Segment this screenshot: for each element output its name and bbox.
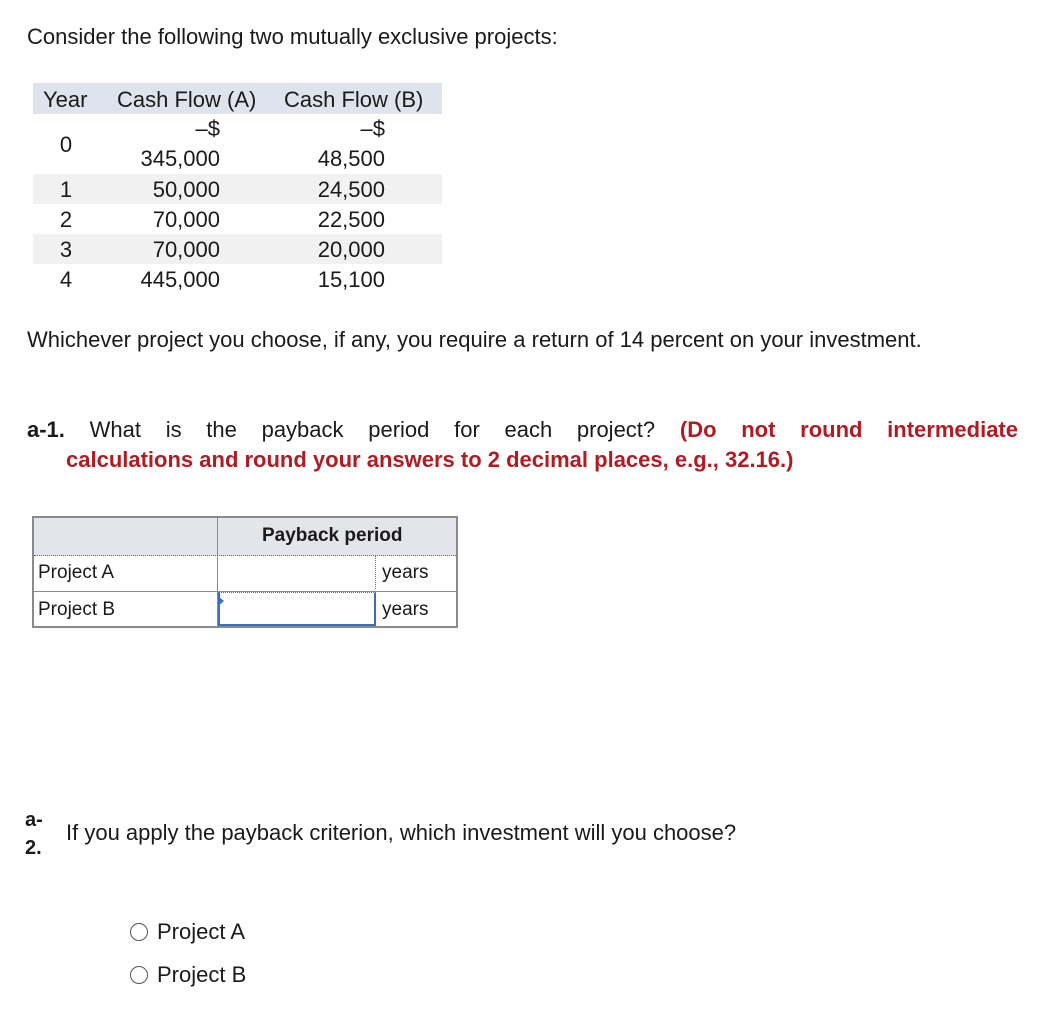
- year-cell: 1: [59, 177, 73, 202]
- question-a1-instruction-cont: calculations and round your answers to 2 decimal places, e.g., 32.16.): [66, 447, 794, 472]
- cash-a-cell: 70,000: [152, 207, 220, 232]
- cash-b-cell: 24,500: [317, 177, 385, 202]
- cash-a-cell: 445,000: [140, 267, 220, 292]
- option-project-a-label: Project A: [157, 919, 246, 944]
- payback-table: [32, 516, 458, 628]
- table-row: [33, 174, 442, 204]
- year-cell: 0: [59, 132, 73, 157]
- cash-b-cell: 15,100: [317, 267, 385, 292]
- payback-a-input[interactable]: [218, 556, 376, 589]
- header-year: Year: [43, 87, 88, 112]
- header-cash-flow-b: Cash Flow (B): [284, 87, 424, 112]
- radio-project-a[interactable]: [130, 923, 148, 941]
- question-a1-instruction: (Do not round intermediate: [679, 417, 1018, 442]
- cash-flow-table: [33, 83, 442, 294]
- intro-text: Consider the following two mutually exclusive projects:: [27, 24, 558, 49]
- year-cell: 3: [59, 237, 73, 262]
- payback-header: [34, 518, 456, 556]
- option-project-a[interactable]: [130, 919, 245, 945]
- cash-b-cell: 22,500: [317, 207, 385, 232]
- years-unit-a: years: [382, 562, 429, 583]
- question-a1-number: a-1.: [27, 417, 65, 442]
- project-a-label: Project A: [38, 562, 115, 583]
- project-b-label: Project B: [38, 599, 116, 620]
- years-unit-b: years: [382, 599, 429, 620]
- question-a2-text: If you apply the payback criterion, which investment will you choose?: [66, 820, 737, 845]
- active-field-marker-icon: [218, 596, 224, 606]
- cash-a-cell: 70,000: [152, 237, 220, 262]
- header-cash-flow-a: Cash Flow (A): [117, 87, 257, 112]
- year-cell: 2: [59, 207, 73, 232]
- table-row: [33, 114, 442, 174]
- table-row: [33, 264, 442, 294]
- question-a1: [27, 415, 1018, 445]
- required-return-text: Whichever project you choose, if any, you require a return of 14 percent on your investment.: [27, 327, 922, 352]
- radio-project-b[interactable]: [130, 966, 148, 984]
- question-a2-number: a- 2.: [25, 809, 43, 859]
- payback-row-project-b: [34, 592, 456, 628]
- option-project-b[interactable]: [130, 962, 246, 988]
- table-row: [33, 204, 442, 234]
- cash-a-cell: 50,000: [152, 177, 220, 202]
- question-a1-text: What is the payback period for each project?: [89, 417, 656, 442]
- payback-b-input[interactable]: [218, 592, 376, 626]
- option-project-b-label: Project B: [157, 962, 247, 987]
- cash-flow-header: [33, 83, 442, 114]
- cash-b-cell: 20,000: [317, 237, 385, 262]
- payback-row-project-a: [34, 555, 456, 592]
- payback-period-header: Payback period: [262, 525, 403, 546]
- cash-a-cell: –$ 345,000: [140, 116, 220, 171]
- cash-b-cell: –$ 48,500: [317, 116, 385, 171]
- year-cell: 4: [59, 267, 73, 292]
- table-row: [33, 234, 442, 264]
